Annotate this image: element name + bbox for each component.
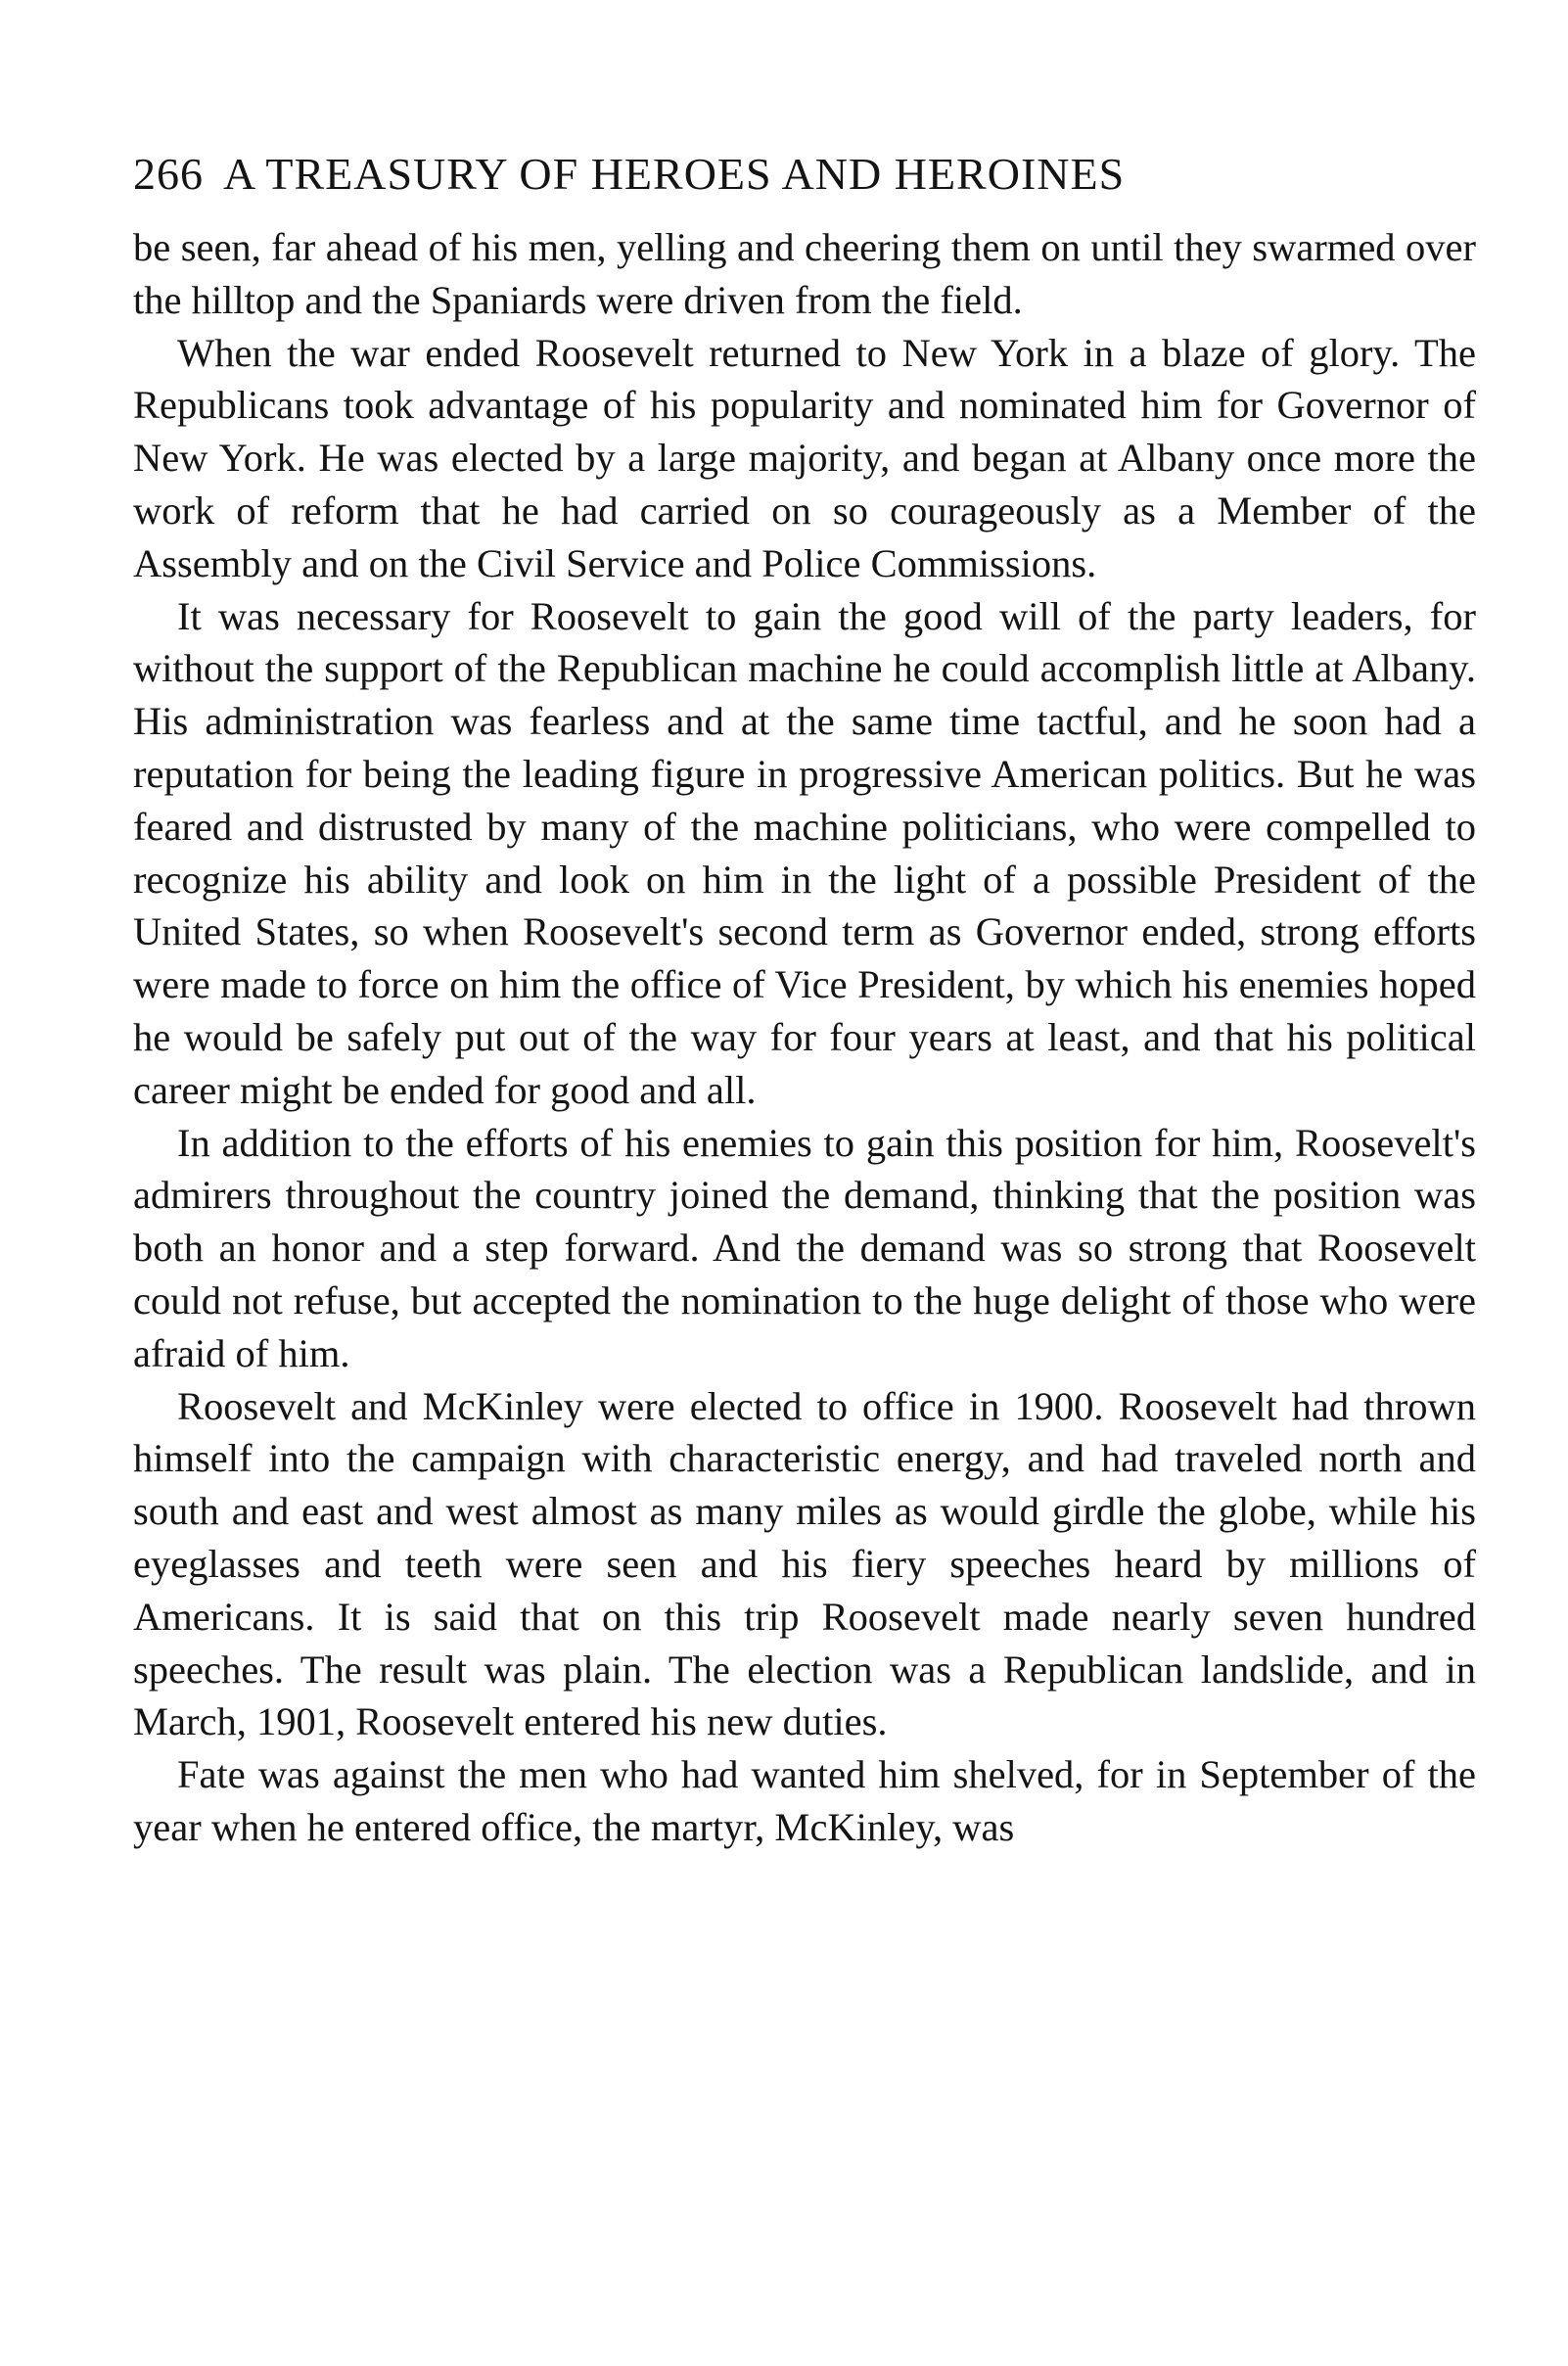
paragraph-admirers: In addition to the efforts of his enemies to gain this position for him, Roosevelt's admirers throughout the country joined the demand, thinking that the position was both an honor and a step forward. And the demand was so strong that Roosevelt could not refuse, but accepted the nomination to the huge delight of those who were afraid of him. [133,1120,1476,1375]
paragraph-continued: be seen, far ahead of his men, yelling and cheering them on until they swarmed over the hilltop and the Spaniards were driven from the field. [133,225,1476,322]
paragraph-war-ended: When the war ended Roosevelt returned to New York in a blaze of glory. The Republicans took advantage of his popularity and nominated him for Governor of New York. He was elected by a large majority, and began at Albany once more the work of reform that he had carried on so courageously as a Member of the Assembly and on the Civil Service and Police Commissions. [133,330,1476,585]
running-head [133,147,1476,202]
paragraph-fate: Fate was against the men who had wanted him shelved, for in September of the year when he entered office, the martyr, McKinley, was [133,1752,1476,1849]
running-title: A TREASURY OF HEROES AND HEROINES [223,149,1126,199]
body-text [133,221,1476,1854]
page-number: 266 [133,149,204,199]
page-content [133,147,1476,1854]
paragraph-election-1900: Roosevelt and McKinley were elected to office in 1900. Roosevelt had thrown himself into the campaign with characteristic energy, and had traveled north and south and east and west almost as many miles as would girdle the globe, while his eyeglasses and teeth were seen and his fiery speeches heard by millions of Americans. It is said that on this trip Roosevelt made nearly seven hundred speeches. The result was plain. The election was a Republican landslide, and in March, 1901, Roosevelt entered his new duties. [133,1383,1476,1744]
paragraph-party-leaders: It was necessary for Roosevelt to gain the good will of the party leaders, for without the support of the Republican machine he could accomplish little at Albany. His administration was fearless and at the same time tactful, and he soon had a reputation for being the leading figure in progressive American politics. But he was feared and distrusted by many of the machine politicians, who were compelled to recognize his ability and look on him in the light of a possible President of the United States, so when Roosevelt's second term as Governor ended, strong efforts were made to force on him the office of Vice President, by which his enemies hoped he would be safely put out of the way for four years at least, and that his political career might be ended for good and all. [133,593,1476,1112]
